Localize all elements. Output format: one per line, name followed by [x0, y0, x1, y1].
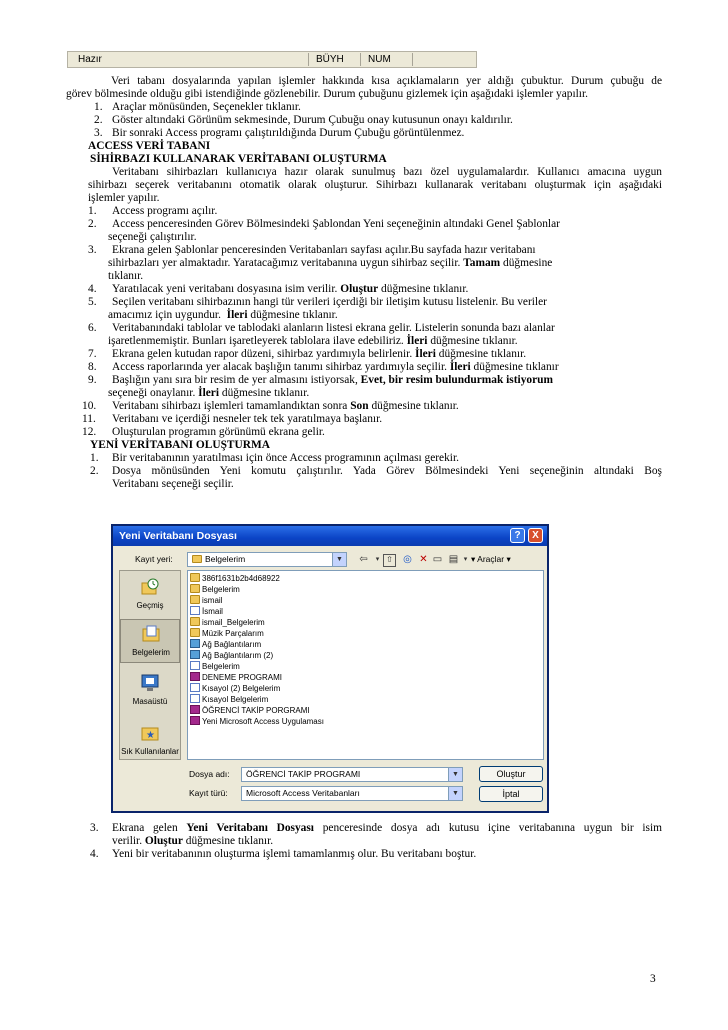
save-in-select[interactable] — [187, 552, 347, 567]
cancel-button[interactable]: İptal — [479, 786, 543, 802]
document-icon — [190, 606, 200, 615]
status-cell — [412, 53, 473, 66]
create-button[interactable]: Oluştur — [479, 766, 543, 782]
status-ready: Hazır — [78, 54, 102, 65]
delete-icon[interactable]: ✕ — [419, 554, 428, 565]
folder-icon — [190, 617, 200, 626]
list-item[interactable]: Ağ Bağlantılarım (2) — [190, 650, 273, 661]
back-dropdown-icon[interactable]: ▾ — [375, 556, 380, 563]
step-text: verilir. Oluştur düğmesine tıklanır. — [112, 835, 274, 847]
filetype-label: Kayıt türü: — [189, 788, 228, 798]
step-number: 12. — [82, 426, 97, 438]
dialog-titlebar — [113, 526, 547, 546]
access-database-icon — [190, 716, 200, 725]
list-item[interactable]: İsmail — [190, 606, 223, 617]
network-icon — [190, 639, 200, 648]
place-history[interactable]: Geçmiş — [120, 573, 180, 617]
list-item[interactable]: Müzik Parçalarım — [190, 628, 264, 639]
my-documents-icon — [141, 624, 161, 644]
step-text: Yeni bir veritabanının oluşturma işlemi tamamlanmış olur. Bu veritabanı boştur. — [112, 848, 477, 860]
chevron-down-icon: ▼ — [332, 553, 346, 566]
shortcut-icon — [190, 661, 200, 670]
intro-step-number: 2. — [94, 114, 103, 126]
step-number: 7. — [88, 348, 97, 360]
places-bar — [119, 570, 181, 760]
page-number: 3 — [650, 973, 656, 985]
step-number: 1. — [88, 205, 97, 217]
filename-value: ÖĞRENCİ TAKİP PROGRAMI — [246, 769, 361, 779]
intro-step-number: 1. — [94, 101, 103, 113]
step-text: sihirbazları yer almaktadır. Yaratacağımız veritabanına uygun sihirbaz seçilir. Tamam düğmesine — [108, 257, 553, 269]
step-number: 6. — [88, 322, 97, 334]
desktop-icon — [140, 673, 160, 693]
shortcut-icon — [190, 683, 200, 692]
step-text: Oluşturulan programın görünümü ekrana gelir. — [112, 426, 325, 438]
folder-icon — [192, 555, 202, 563]
step-number: 2. — [90, 465, 99, 477]
folder-icon — [190, 628, 200, 637]
step-text: Veritabanı ve içerdiği nesneler tek tek yaratılmaya başlanır. — [112, 413, 383, 425]
help-button[interactable]: ? — [510, 528, 525, 543]
section1-paragraph-line: sihirbazı seçerek veritabanını otomatik olarak oluşturur. Sihirbazı kullanarak veritabanı oluşturmak için aşağıdaki — [88, 179, 662, 191]
place-desktop[interactable]: Masaüstü — [120, 669, 180, 713]
step-text: Access programı açılır. — [112, 205, 218, 217]
close-button[interactable]: X — [528, 528, 543, 543]
views-icon[interactable]: ▤ — [448, 554, 459, 565]
tools-icon: ▾ — [471, 554, 478, 564]
save-in-label: Kayıt yeri: — [135, 554, 173, 564]
list-item[interactable]: Belgelerim — [190, 661, 240, 672]
filetype-select[interactable] — [241, 786, 463, 801]
file-list — [187, 570, 544, 760]
folder-icon — [190, 584, 200, 593]
step-number: 10. — [82, 400, 97, 412]
list-item[interactable]: ismail — [190, 595, 222, 606]
list-item[interactable]: DENEME PROGRAMI — [190, 672, 282, 683]
step-text: Ekrana gelen Yeni Veritabanı Dosyası penceresinde dosya adı kutusu içine veritabanına uygun bir isim — [112, 822, 662, 834]
dialog-title: Yeni Veritabanı Dosyası — [119, 530, 237, 542]
favorites-icon — [140, 723, 160, 743]
step-text: Veritabanındaki tablolar ve tablodaki alanların listesi ekrana gelir. Listelerin sonunda bazı alanlar — [112, 322, 555, 334]
status-num: NUM — [368, 54, 391, 65]
place-my-documents[interactable]: Belgelerim — [120, 619, 180, 663]
step-number: 1. — [90, 452, 99, 464]
place-favorites[interactable]: ★ Sık Kullanılanlar — [120, 719, 180, 763]
list-item[interactable]: Yeni Microsoft Access Uygulaması — [190, 716, 324, 727]
views-dropdown-icon[interactable]: ▾ — [463, 556, 468, 563]
list-item[interactable]: Kısayol Belgelerim — [190, 694, 268, 705]
step-text: Access raporlarında yer alacak başlığın tanımı sihirbaz yardımıyla seçilir. İleri düğmesine tıklanır — [112, 361, 559, 373]
step-text: amacımız için uygundur. İleri düğmesine tıklanır. — [108, 309, 338, 321]
history-icon — [140, 577, 160, 597]
new-folder-icon[interactable]: ▭ — [432, 554, 443, 565]
step-text: Bir veritabanının yaratılması için önce Access programının açılması gerekir. — [112, 452, 459, 464]
step-text: tıklanır. — [108, 270, 144, 282]
step-text: Dosya mönüsünden Yeni komutu çalıştırılır. Yada Görev Bölmesindeki Yeni seçeneğinin altındaki Boş — [112, 465, 662, 477]
step-number: 9. — [88, 374, 97, 386]
step-number: 4. — [88, 283, 97, 295]
chevron-down-icon: ▼ — [448, 787, 462, 800]
list-item[interactable]: Kısayol (2) Belgelerim — [190, 683, 280, 694]
status-bar-image — [67, 51, 477, 68]
filetype-value: Microsoft Access Veritabanları — [246, 788, 360, 798]
step-number: 4. — [90, 848, 99, 860]
intro-paragraph-line: Veri tabanı dosyalarında yapılan işlemler hakkında kısa açıklamaların yer aldığı çubuktur. Durum çubuğu de — [111, 75, 662, 87]
access-database-icon — [190, 672, 200, 681]
list-item[interactable]: 386f1631b2b4d68922 — [190, 573, 280, 584]
search-web-icon[interactable]: ◎ — [403, 554, 412, 565]
chevron-down-icon: ▼ — [448, 768, 462, 781]
tools-menu[interactable]: ▾ Araçlar ▾ — [471, 554, 511, 564]
section-subheading: SİHİRBAZI KULLANARAK VERİTABANI OLUŞTURMA — [90, 153, 387, 165]
intro-step-text: Göster altındaki Görünüm sekmesinde, Durum Çubuğu onay kutusunun onayı kaldırılır. — [112, 114, 513, 126]
section1-paragraph-line: Veritabanı sihirbazları kullanıcıya hazır olarak sunulmuş bazı özel uygulamalardır. Kullanıcı amacına uygun — [112, 166, 662, 178]
list-item[interactable]: ÖĞRENCİ TAKİP PORGRAMI — [190, 705, 310, 716]
step-text: Veritabanı sihirbazı işlemleri tamamlandıktan sonra Son düğmesine tıklanır. — [112, 400, 459, 412]
intro-step-text: Bir sonraki Access programı çalıştırıldığında Durum Çubuğu görüntülenmez. — [112, 127, 465, 139]
step-text: Başlığın yanı sıra bir resim de yer almasını istiyorsak, Evet, bir resim bulundurmak istiyorum — [112, 374, 553, 386]
new-database-dialog — [111, 524, 549, 813]
step-text: Ekrana gelen kutudan rapor düzeni, sihirbaz yardımıyla belirlenir. İleri düğmesine tıklanır. — [112, 348, 527, 360]
step-text: seçeneği onaylanır. İleri düğmesine tıklanır. — [108, 387, 310, 399]
up-folder-icon[interactable]: ⇧ — [383, 554, 396, 567]
status-caps: BÜYH — [316, 54, 344, 65]
step-text: işaretlenmemiştir. Bunları işaretleyerek tablolara ilave edebiliriz. İleri düğmesine tıklanır. — [108, 335, 518, 347]
section1-paragraph-line: işlemler yapılır. — [88, 192, 160, 204]
list-item[interactable]: Ağ Bağlantılarım — [190, 639, 261, 650]
section-heading: ACCESS VERİ TABANI — [88, 140, 211, 152]
intro-step-number: 3. — [94, 127, 103, 139]
folder-icon — [190, 595, 200, 604]
shortcut-icon — [190, 694, 200, 703]
filename-input[interactable] — [241, 767, 463, 782]
step-number: 11. — [82, 413, 96, 425]
network-icon — [190, 650, 200, 659]
access-database-icon — [190, 705, 200, 714]
step-text: seçeneği çalıştırılır. — [108, 231, 197, 243]
list-item[interactable]: ismail_Belgelerim — [190, 617, 265, 628]
step-text: Yaratılacak yeni veritabanı dosyasına isim verilir. Oluştur düğmesine tıklanır. — [112, 283, 469, 295]
step-text: Ekrana gelen Şablonlar penceresinden Veritabanları sayfası açılır.Bu sayfada hazır veritabanı — [112, 244, 536, 256]
step-number: 3. — [90, 822, 99, 834]
intro-paragraph-line: görev bölmesinde olduğu gibi istendiğinde gözlenebilir. Durum çubuğunu gizlemek için aşağıdaki işlemler yapılır. — [66, 88, 588, 100]
list-item[interactable]: Belgelerim — [190, 584, 240, 595]
step-number: 5. — [88, 296, 97, 308]
step-number: 3. — [88, 244, 97, 256]
step-number: 8. — [88, 361, 97, 373]
intro-step-text: Araçlar mönüsünden, Seçenekler tıklanır. — [112, 101, 301, 113]
section-heading: YENİ VERİTABANI OLUŞTURMA — [90, 439, 270, 451]
step-text: Veritabanı seçeneği seçilir. — [112, 478, 234, 490]
svg-text:★: ★ — [146, 730, 155, 741]
filename-label: Dosya adı: — [189, 769, 230, 779]
save-in-value: Belgelerim — [205, 554, 246, 564]
step-text: Seçilen veritabanı sihirbazının hangi tür verileri içerdiği bir iletişim kutusu listelenir. Bu veriler — [112, 296, 547, 308]
step-number: 2. — [88, 218, 97, 230]
back-icon[interactable]: ⇦ — [359, 554, 368, 565]
step-text: Access penceresinden Görev Bölmesindeki Şablondan Yeni seçeneğinin altındaki Genel Şablonlar — [112, 218, 560, 230]
folder-icon — [190, 573, 200, 582]
